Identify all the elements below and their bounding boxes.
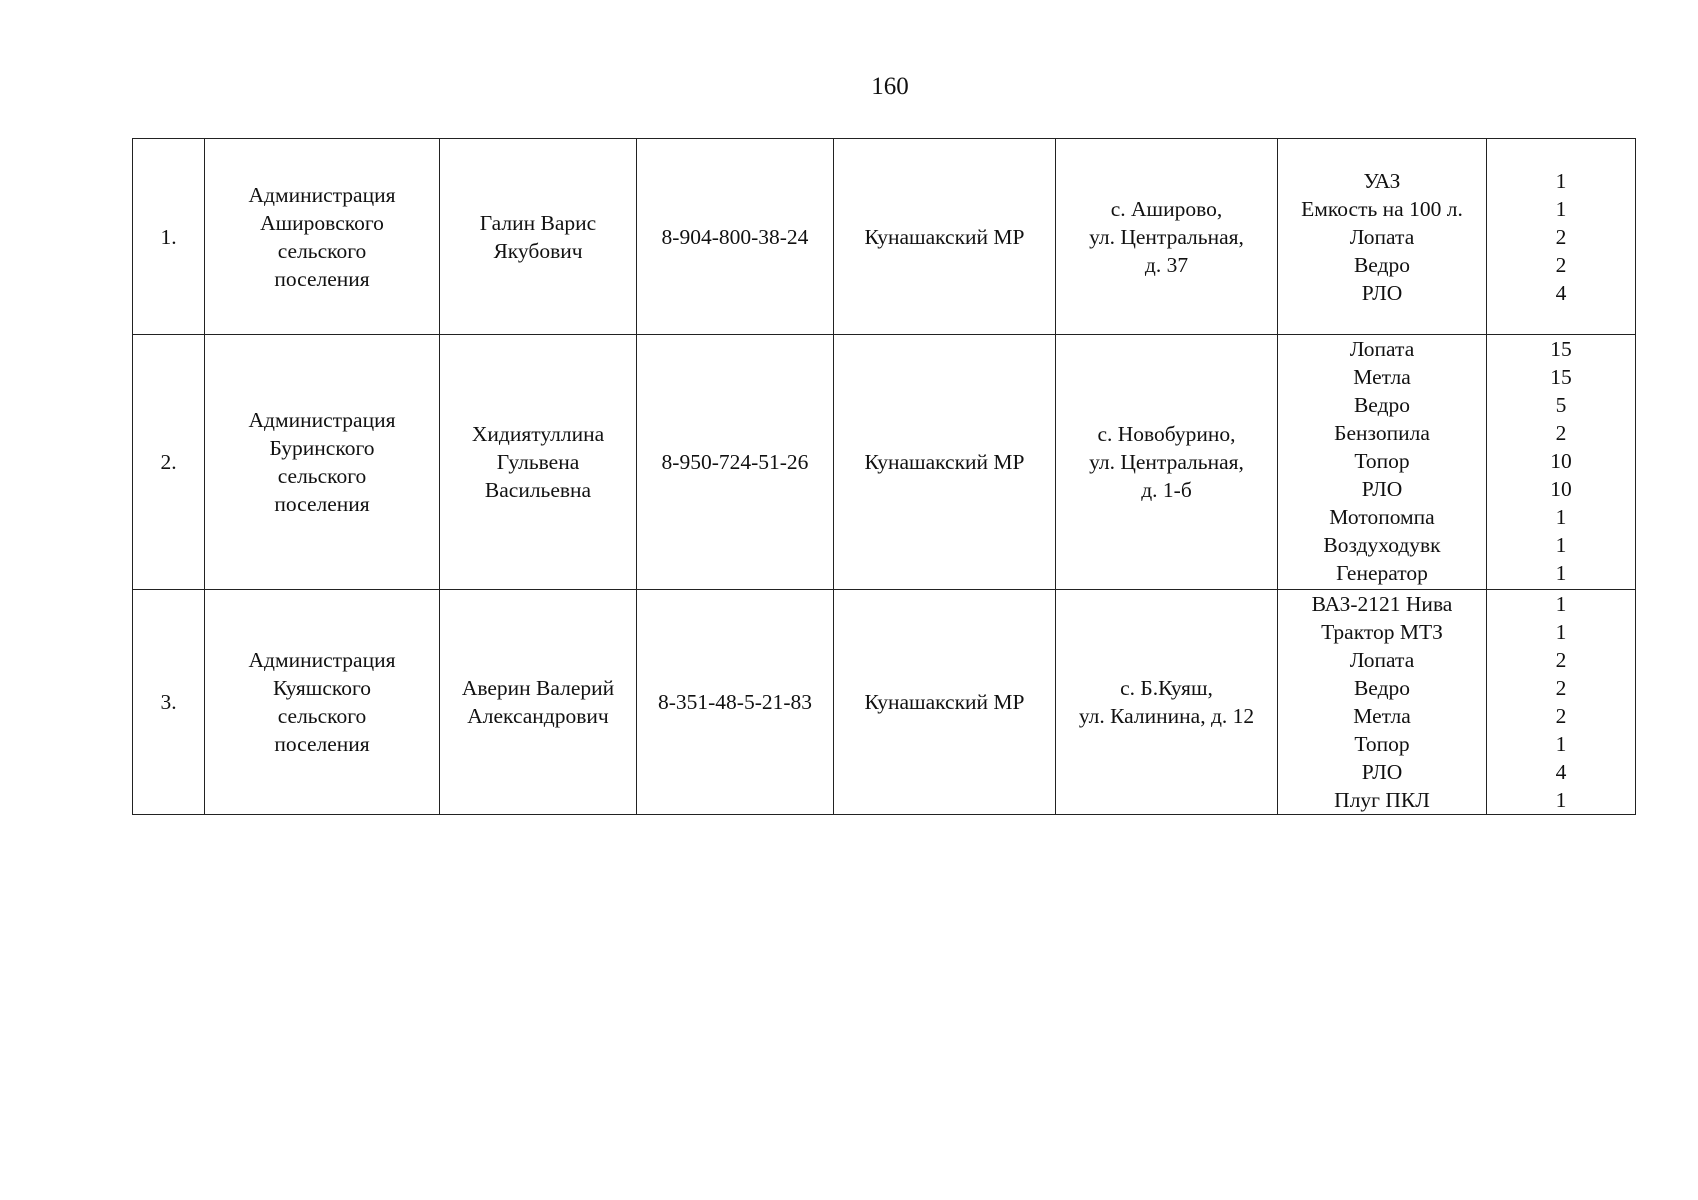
equipment-quantity: 5 xyxy=(1555,393,1567,417)
equipment-quantity: 1 xyxy=(1555,196,1567,221)
equipment-quantity: 2 xyxy=(1555,648,1567,672)
equipment-name: Трактор МТЗ xyxy=(1321,620,1443,644)
row-number-cell xyxy=(133,139,205,335)
equipment-quantity: 10 xyxy=(1550,449,1572,473)
quantity-cell xyxy=(1487,335,1636,590)
equipment-name: Емкость на 100 л. xyxy=(1301,196,1463,221)
address xyxy=(1062,420,1271,504)
phone-cell xyxy=(637,139,834,335)
organization-line: поселения xyxy=(274,492,370,516)
equipment-name: Лопата xyxy=(1349,648,1415,672)
table-row xyxy=(133,335,1636,590)
resource-table xyxy=(132,138,1636,815)
table-body xyxy=(133,139,1636,815)
address-line: с. Аширово, xyxy=(1110,196,1223,221)
equipment-name: УАЗ xyxy=(1363,168,1401,193)
equipment-quantity: 1 xyxy=(1555,505,1567,529)
table-row xyxy=(133,590,1636,815)
equipment-quantity: 15 xyxy=(1550,337,1572,361)
equipment-cell xyxy=(1278,139,1487,335)
equipment-name: Плуг ПКЛ xyxy=(1334,788,1430,812)
table-row xyxy=(133,139,1636,335)
equipment-quantity: 15 xyxy=(1550,365,1572,389)
phone-number: 8-950-724-51-26 xyxy=(661,450,809,474)
equipment-name: Топор xyxy=(1354,449,1410,473)
equipment-name: Ведро xyxy=(1353,676,1411,700)
district-name: Кунашакский МР xyxy=(864,224,1025,249)
contact-person xyxy=(446,209,630,265)
row-number: 1. xyxy=(160,224,177,249)
equipment-quantity: 1 xyxy=(1555,788,1567,812)
contact-person-line: Галин Варис xyxy=(479,210,597,235)
phone-cell xyxy=(637,335,834,590)
organization-line: Куяшского xyxy=(272,676,372,700)
address-line: ул. Центральная, xyxy=(1089,450,1244,474)
organization-line: сельского xyxy=(277,464,367,488)
row-number-cell xyxy=(133,590,205,815)
equipment-quantity: 1 xyxy=(1555,592,1567,616)
organization-line: Администрация xyxy=(248,408,396,432)
organization-cell xyxy=(205,590,440,815)
contact-person-line: Гульвена xyxy=(496,450,580,474)
organization-name xyxy=(211,181,433,293)
equipment-name: Воздуходувк xyxy=(1323,533,1441,557)
contact-person-cell xyxy=(440,590,637,815)
equipment-name: Метла xyxy=(1353,704,1411,728)
district-name: Кунашакский МР xyxy=(864,450,1025,474)
organization-cell xyxy=(205,335,440,590)
equipment-cell xyxy=(1278,590,1487,815)
equipment-quantity: 2 xyxy=(1555,421,1567,445)
organization-line: сельского xyxy=(277,238,367,263)
address-line: д. 37 xyxy=(1144,252,1189,277)
quantity-list xyxy=(1493,335,1629,587)
equipment-quantity: 4 xyxy=(1555,280,1567,305)
contact-person xyxy=(446,674,630,730)
organization-line: сельского xyxy=(277,704,367,728)
equipment-cell xyxy=(1278,335,1487,590)
contact-person-line: Васильевна xyxy=(484,478,592,502)
quantity-cell xyxy=(1487,139,1636,335)
phone-number: 8-904-800-38-24 xyxy=(661,224,809,249)
contact-person-line: Якубович xyxy=(493,238,583,263)
quantity-list xyxy=(1493,590,1629,814)
address-line: ул. Центральная, xyxy=(1089,224,1244,249)
phone-cell xyxy=(637,590,834,815)
equipment-quantity: 1 xyxy=(1555,561,1567,585)
equipment-name: РЛО xyxy=(1361,477,1403,501)
address xyxy=(1062,195,1271,279)
address-line: д. 1-б xyxy=(1141,478,1192,502)
equipment-name: РЛО xyxy=(1361,280,1403,305)
contact-person-line: Александрович xyxy=(467,704,609,728)
equipment-name: Мотопомпа xyxy=(1329,505,1435,529)
quantity-cell xyxy=(1487,590,1636,815)
row-number: 2. xyxy=(160,450,177,474)
equipment-name: Лопата xyxy=(1349,337,1415,361)
address-line: с. Новобурино, xyxy=(1097,422,1236,446)
address-cell xyxy=(1056,335,1278,590)
equipment-quantity: 1 xyxy=(1555,533,1567,557)
equipment-quantity: 1 xyxy=(1555,620,1567,644)
equipment-name: Топор xyxy=(1354,732,1410,756)
equipment-quantity: 1 xyxy=(1555,168,1567,193)
organization-line: Администрация xyxy=(248,648,396,672)
district-cell xyxy=(834,335,1056,590)
equipment-quantity: 2 xyxy=(1555,676,1567,700)
district-cell xyxy=(834,139,1056,335)
equipment-quantity: 2 xyxy=(1555,224,1567,249)
equipment-quantity: 2 xyxy=(1555,704,1567,728)
equipment-quantity: 2 xyxy=(1555,252,1567,277)
organization-name xyxy=(211,646,433,758)
contact-person-line: Аверин Валерий xyxy=(461,676,615,700)
organization-line: Буринского xyxy=(269,436,375,460)
row-number-cell xyxy=(133,335,205,590)
equipment-name: Метла xyxy=(1353,365,1411,389)
equipment-quantity: 10 xyxy=(1550,477,1572,501)
organization-line: Ашировского xyxy=(260,210,384,235)
contact-person-line: Хидиятуллина xyxy=(471,422,605,446)
equipment-quantity: 1 xyxy=(1555,732,1567,756)
equipment-name: Бензопила xyxy=(1334,421,1430,445)
equipment-name: РЛО xyxy=(1361,760,1403,784)
equipment-list xyxy=(1284,167,1480,307)
address-cell xyxy=(1056,590,1278,815)
address-cell xyxy=(1056,139,1278,335)
organization-line: поселения xyxy=(274,266,370,291)
organization-line: Администрация xyxy=(248,182,396,207)
equipment-name: ВАЗ-2121 Нива xyxy=(1311,592,1453,616)
contact-person-cell xyxy=(440,139,637,335)
address-line: с. Б.Куяш, xyxy=(1120,676,1213,700)
equipment-name: Генератор xyxy=(1336,561,1428,585)
equipment-list xyxy=(1284,335,1480,587)
equipment-name: Лопата xyxy=(1349,224,1415,249)
equipment-name: Ведро xyxy=(1353,252,1411,277)
equipment-quantity: 4 xyxy=(1555,760,1567,784)
organization-name xyxy=(211,406,433,518)
row-number: 3. xyxy=(160,690,177,714)
district-name: Кунашакский МР xyxy=(864,690,1025,714)
contact-person xyxy=(446,420,630,504)
organization-cell xyxy=(205,139,440,335)
address xyxy=(1062,674,1271,730)
quantity-list xyxy=(1493,167,1629,307)
page-number: 160 xyxy=(871,73,909,100)
organization-line: поселения xyxy=(274,732,370,756)
address-line: ул. Калинина, д. 12 xyxy=(1078,704,1255,728)
equipment-name: Ведро xyxy=(1353,393,1411,417)
phone-number: 8-351-48-5-21-83 xyxy=(657,690,813,714)
district-cell xyxy=(834,590,1056,815)
equipment-list xyxy=(1284,590,1480,814)
contact-person-cell xyxy=(440,335,637,590)
